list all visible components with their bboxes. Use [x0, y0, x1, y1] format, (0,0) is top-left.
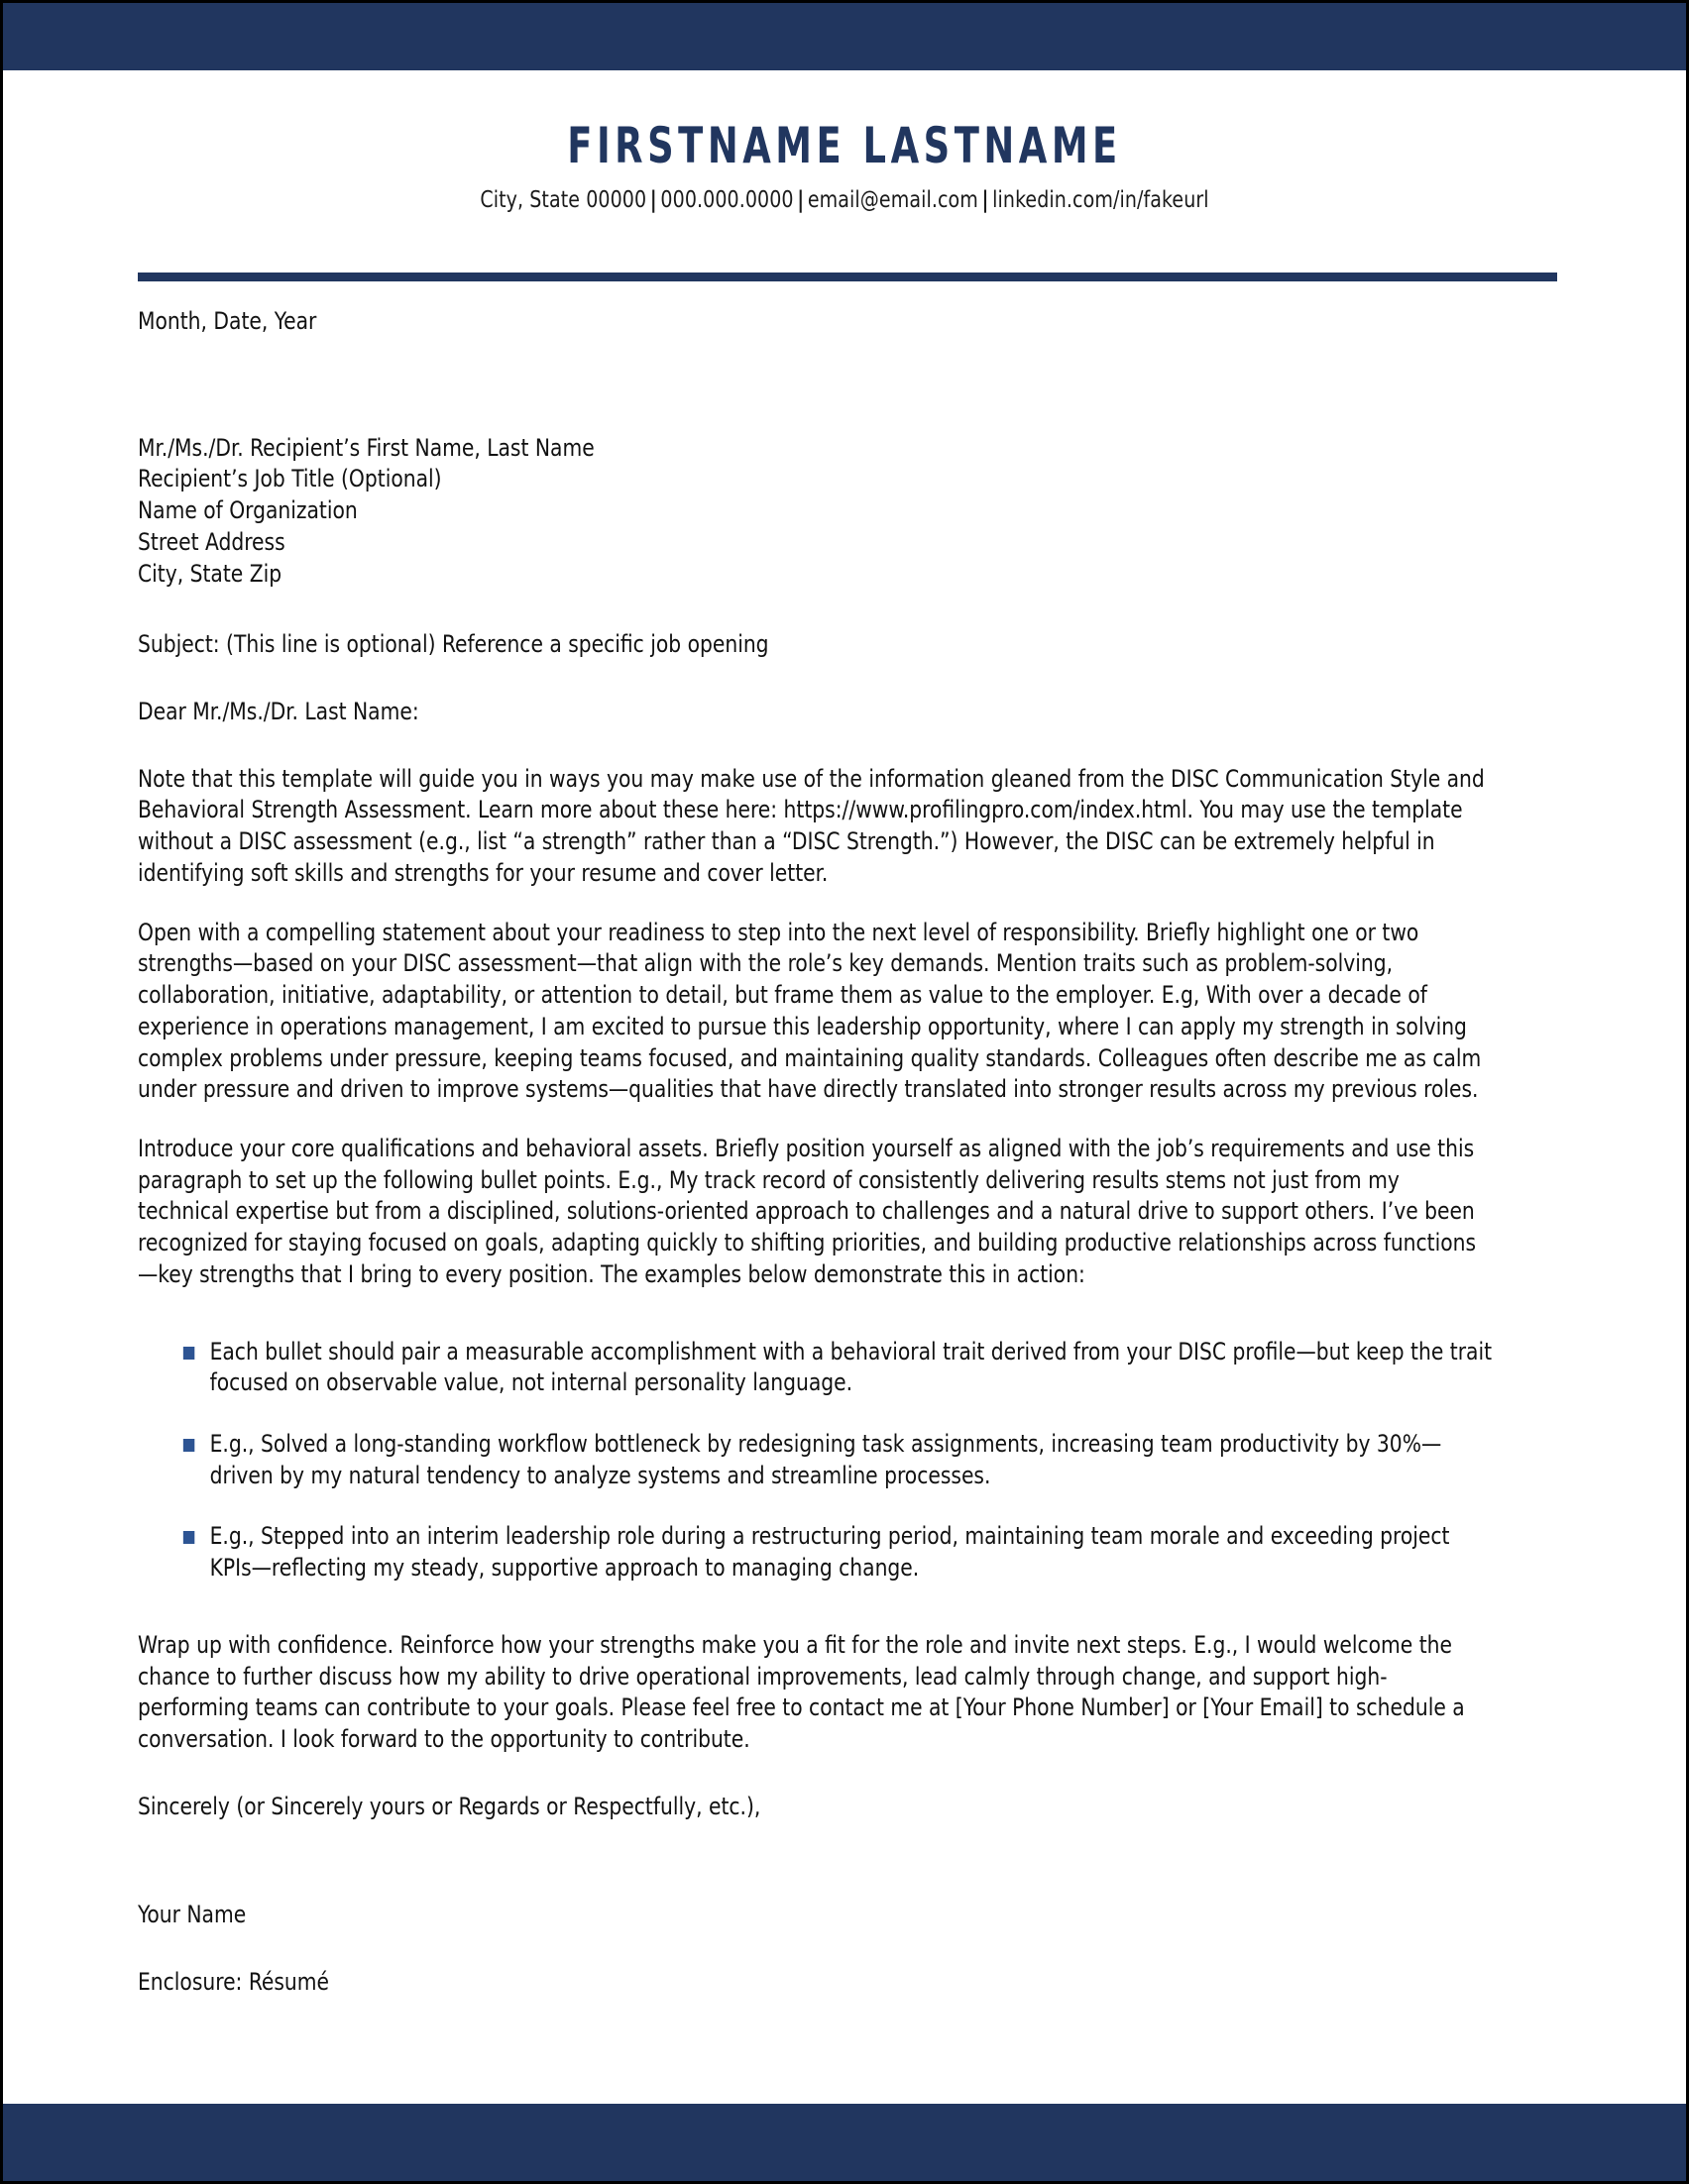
body-paragraph-3: Introduce your core qualifications and behavioral assets. Briefly position yourself as aligned with the job’s requirements and use this paragraph to set up the following bullet points. E.g., My track record of consistently delivering results stems not just from my technical expertise but from a disciplined, solutions-oriented approach to challenges and a natural drive to support others. I’ve been recognized for staying focused on goals, adapting quickly to shifting priorities, and building productive relationships across functions—key strengths that I bring to every position. The examples below demonstrate this in action:	[138, 1134, 1477, 1288]
recipient-city-state-zip: City, State Zip	[138, 559, 282, 588]
contact-phone: 000.000.0000	[660, 185, 794, 213]
body-paragraph-1: Note that this template will guide you in ways you may make use of the information gleaned from the DISC Communication Style and Behavioral Strength Assessment. Learn more about these here: https://www.profilingpro.com/index.html. You may use the template without a DISC assessment (e.g., list “a strength” rather than a “DISC Strength.”) However, the DISC can be extremely helpful in identifying soft skills and strengths for your resume and cover letter.	[138, 764, 1485, 887]
list-item-text: E.g., Stepped into an interim leadership role during a restructuring period, maintaining team morale and exceeding project KPIs—reflecting my steady, supportive approach to managing change.	[209, 1522, 1450, 1583]
page-title: FIRSTNAME LASTNAME	[567, 117, 1122, 174]
list-item	[138, 1337, 1494, 1399]
achievement-bullet-list	[138, 1337, 1494, 1584]
letterhead	[3, 117, 1686, 213]
contact-separator-2: |	[797, 185, 805, 213]
recipient-street: Street Address	[138, 527, 285, 556]
list-item-text: Each bullet should pair a measurable accomplishment with a behavioral trait derived from your DISC profile—but keep the trait focused on observable value, not internal personality language.	[209, 1337, 1493, 1397]
closing-paragraph: Wrap up with confidence. Reinforce how your strengths make you a fit for the role and invite next steps. E.g., I would welcome the chance to further discuss how my ability to drive operational improvements, lead calmly through change, and support high-performing teams can contribute to your goals. Please feel free to contact me at [Your Phone Number] or [Your Email] to schedule a conversation. I look forward to the opportunity to contribute.	[138, 1630, 1465, 1753]
square-bullet-icon	[183, 1439, 194, 1452]
recipient-title: Recipient’s Job Title (Optional)	[138, 465, 442, 493]
body-paragraph-2: Open with a compelling statement about your readiness to step into the next level of responsibility. Briefly highlight one or two strengths—based on your DISC assessment—that align with the role’s key demands. Mention traits such as problem-solving, collaboration, initiative, adaptability, or attention to detail, but frame them as value to the employer. E.g, With over a decade of experience in operations management, I am excited to pursue this leadership opportunity, where I can apply my strength in solving complex problems under pressure, keeping teams focused, and maintaining quality standards. Colleagues often describe me as calm under pressure and driven to improve systems—qualities that have directly translated into stronger results across my previous roles.	[138, 918, 1482, 1104]
letter-date: Month, Date, Year	[138, 307, 317, 335]
subject-line: Subject: (This line is optional) Reference a specific job opening	[138, 630, 769, 659]
top-banner	[3, 3, 1686, 70]
contact-separator-3: |	[981, 185, 989, 213]
bottom-banner	[3, 2104, 1686, 2181]
list-item	[138, 1521, 1494, 1583]
contact-location: City, State 00000	[480, 185, 647, 213]
letter-body	[138, 306, 1494, 1999]
signoff: Sincerely (or Sincerely yours or Regards or Respectfully, etc.),	[138, 1792, 761, 1820]
recipient-organization: Name of Organization	[138, 496, 358, 525]
signature-name: Your Name	[138, 1901, 247, 1929]
recipient-address-block	[138, 433, 1494, 591]
contact-line	[87, 185, 1602, 213]
enclosure-note: Enclosure: Résumé	[138, 1968, 330, 1997]
header-divider-rule	[138, 273, 1557, 281]
list-item-text: E.g., Solved a long-standing workflow bottleneck by redesigning task assignments, increasing team productivity by 30%—driven by my natural tendency to analyze systems and streamline processes.	[209, 1429, 1442, 1489]
square-bullet-icon	[183, 1531, 194, 1544]
contact-email[interactable]: email@email.com	[807, 185, 978, 213]
contact-linkedin[interactable]: linkedin.com/in/fakeurl	[992, 185, 1209, 213]
list-item	[138, 1429, 1494, 1491]
salutation: Dear Mr./Ms./Dr. Last Name:	[138, 698, 419, 726]
contact-separator-1: |	[649, 185, 657, 213]
recipient-name: Mr./Ms./Dr. Recipient’s First Name, Last Name	[138, 433, 595, 462]
square-bullet-icon	[183, 1347, 194, 1360]
